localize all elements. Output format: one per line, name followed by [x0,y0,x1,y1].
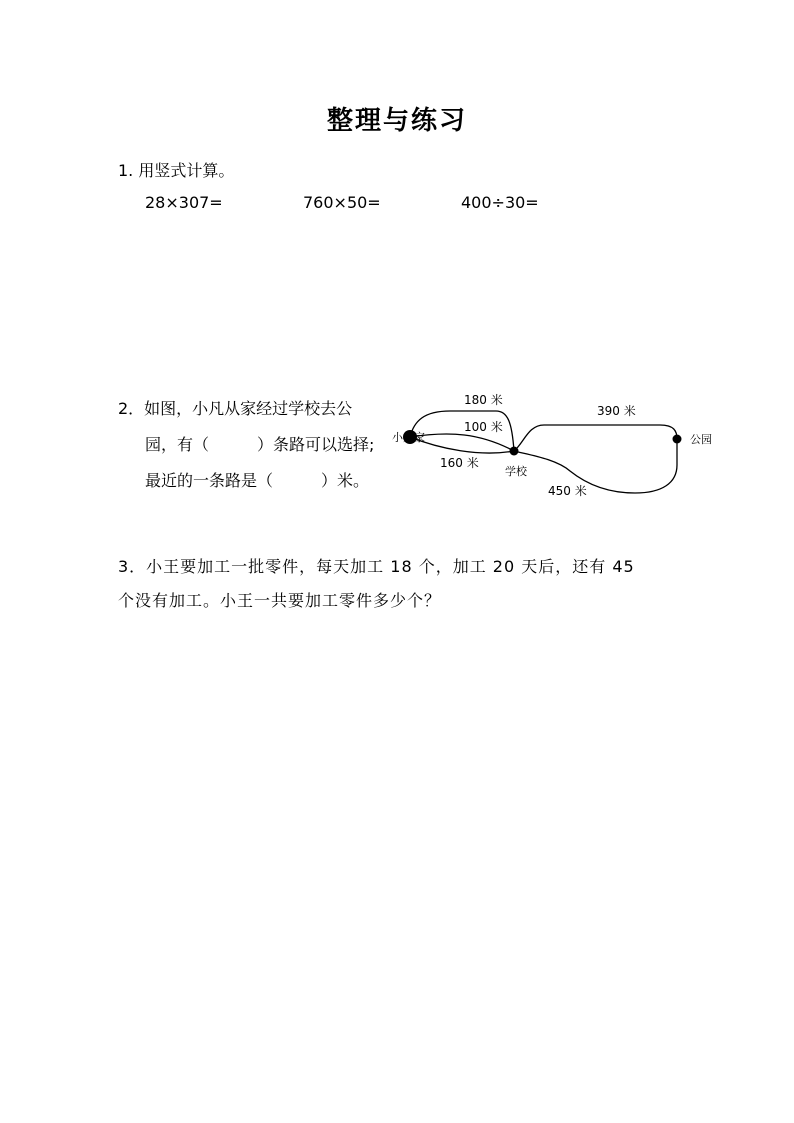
page-title: 整理与练习 [326,106,467,136]
q1-item-1: 28×307= [145,193,223,212]
q2-line-3: 最近的一条路是（ ）米。 [145,471,370,490]
school-label: 学校 [505,465,527,478]
route-160 [410,437,514,453]
route-label-450: 450 米 [548,484,587,498]
q1-item-3: 400÷30= [461,193,539,212]
q1-item-2: 760×50= [303,193,381,212]
q2-line-2: 园，有（ ）条路可以选择; [145,435,375,454]
q1-prompt: 1. 用竖式计算。 [118,161,235,180]
route-label-160: 160 米 [440,456,479,470]
park-node [673,435,682,444]
route-label-100: 100 米 [464,420,503,434]
route-450 [514,439,677,493]
route-label-180: 180 米 [464,393,503,407]
q2-line-1: 2．如图，小凡从家经过学校去公 [118,399,353,418]
school-node [510,447,519,456]
q3-line-1: 3．小王要加工一批零件，每天加工 18 个，加工 20 天后，还有 45 [118,557,635,576]
park-label: 公园 [690,433,712,446]
route-diagram [380,385,720,500]
q3-line-2: 个没有加工。小王一共要加工零件多少个？ [118,591,442,610]
home-label: 小凡家 [392,431,425,444]
route-label-390: 390 米 [597,404,636,418]
route-390 [514,425,677,451]
